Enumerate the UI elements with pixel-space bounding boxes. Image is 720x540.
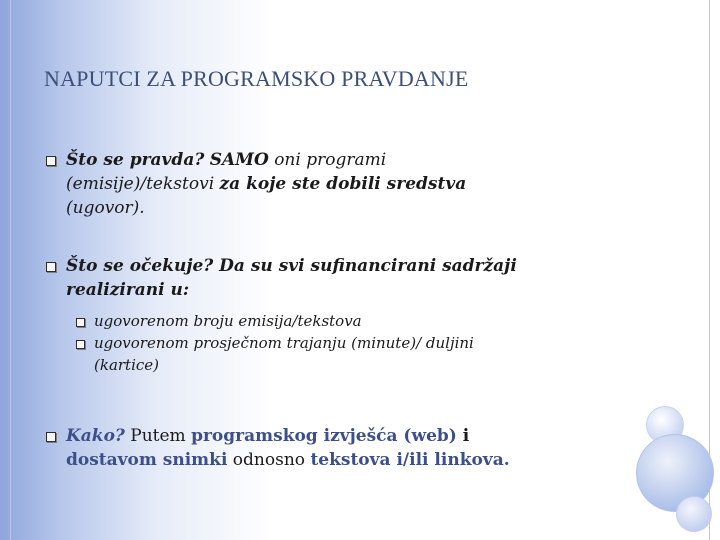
bullet-icon (46, 156, 56, 166)
bullet-item-expected (66, 254, 517, 302)
body-text: oni programi (268, 150, 387, 170)
decorative-circle (676, 496, 712, 532)
bullet-item-what (66, 148, 466, 220)
body-text: i (456, 426, 470, 446)
body-text: ugovorenom prosječnom trajanju (minute)/ duljini (94, 334, 474, 352)
emphasis-text: tekstova i/ili linkova. (310, 450, 510, 470)
frame-line-left (10, 0, 11, 540)
sub-bullet-icon (76, 340, 85, 349)
sub-item-duration (94, 332, 474, 376)
emphasis-text: programskog izvješća (web) (191, 426, 457, 446)
question-text: Kako? (66, 426, 125, 446)
emphasis-text: dostavom snimki (66, 450, 228, 470)
body-text: Da su svi sufinancirani sadržaji (213, 256, 517, 276)
body-text: (kartice) (94, 356, 160, 374)
sub-bullet-icon (76, 318, 85, 327)
question-text: Što se očekuje? (66, 256, 214, 276)
body-text: (emisije)/tekstovi (66, 174, 220, 194)
emphasis-text: SAMO (209, 150, 269, 170)
slide-title: NAPUTCI ZA PROGRAMSKO PRAVDANJE (44, 66, 469, 91)
body-text: realizirani u: (66, 280, 190, 300)
emphasis-text: za koje ste dobili sredstva (219, 174, 467, 194)
body-text: Putem (124, 426, 192, 446)
body-text: odnosno (227, 450, 311, 470)
bullet-item-how (66, 424, 510, 472)
bullet-icon (46, 262, 56, 272)
question-text: Što se pravda? (66, 150, 205, 170)
bullet-icon (46, 432, 56, 442)
body-text: (ugovor). (66, 198, 145, 218)
sub-item-count: ugovorenom broju emisija/tekstova (94, 312, 362, 330)
